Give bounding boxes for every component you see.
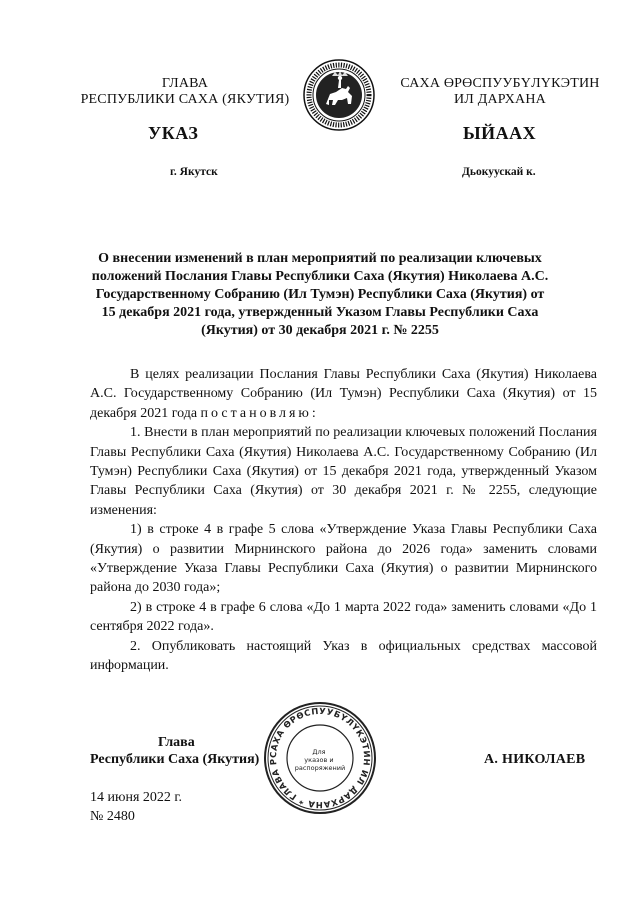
header-left-block — [80, 76, 290, 108]
signature-title-line1: Глава — [158, 735, 195, 750]
official-seal — [262, 700, 378, 816]
decree-date: 14 июня 2022 г. — [90, 790, 183, 805]
decree-title: О внесении изменений в план мероприятий по реализации ключевых положений Послания Главы Республики Саха (Якутия) Николаева А.С. Государственному Собранию (Ил Тумэн) Республики Саха (Якутия) от 15 декабря 2021 года, утвержденный Указом Главы Республики Саха (Якутия) от 30 декабря 2021 г. № 2255 — [91, 251, 549, 338]
body-item-1: 1. Внести в план мероприятий по реализации ключевых положений Послания Главы Республики Саха (Якутия) Николаева А.С. Государственному Собранию (Ил Тумэн) Республики Саха (Якутия) от 15 декабря 2021 года, утвержденный Указом Главы Республики Саха (Якутия) от 30 декабря 2021 г. № 2255, следующие изменения: — [90, 425, 597, 518]
document-type-ru: УКАЗ — [148, 123, 199, 143]
signatory-name: А. НИКОЛАЕВ — [484, 752, 586, 767]
city-sakha: Дьокуускай к. — [462, 166, 536, 178]
decree-number: № 2480 — [90, 809, 135, 824]
seal-ring-text: САХА ӨРӨСПУУБҮЛҮКЭТИН ИЛ ДАРХАНА * ГЛАВА Р — [267, 705, 373, 811]
body-intro-paragraph — [90, 365, 597, 423]
header-right-line1: САХА ӨРӨСПУУБҮЛҮКЭТИН — [400, 76, 600, 91]
city-ru: г. Якутск — [170, 166, 218, 178]
body-item-2: 2. Опубликовать настоящий Указ в официальных средствах массовой информации. — [90, 638, 597, 674]
header-right-block — [390, 76, 610, 108]
seal-center-text: Для указов и распоряжений — [294, 748, 346, 772]
signature-title-line2: Республики Саха (Якутия) — [90, 752, 260, 767]
header-left-line2: РЕСПУБЛИКИ САХА (ЯКУТИЯ) — [80, 92, 290, 107]
decree-body — [90, 365, 597, 676]
header-right-line2: ИЛ ДАРХАНА — [453, 92, 546, 107]
decree-word: постановляю: — [200, 405, 319, 421]
coat-of-arms-icon — [302, 58, 376, 132]
body-item-1-2: 2) в строке 4 в графе 6 слова «До 1 марта 2022 года» заменить словами «До 1 сентября 2022 года». — [90, 599, 597, 635]
seal-stamp-icon — [262, 700, 378, 816]
document-type-sakha: ЫЙААХ — [463, 123, 537, 143]
header-left-line1: ГЛАВА — [161, 76, 209, 91]
body-item-1-1: 1) в строке 4 в графе 5 слова «Утверждение Указа Главы Республики Саха (Якутия) о развитии Мирнинского района до 2026 года» заменить словами «Утверждение Указа Главы Республики Саха (Якутия) о развитии Мирнинского района до 2030 года»; — [90, 522, 597, 596]
body-intro: В целях реализации Послания Главы Республики Саха (Якутия) Николаева А.С. Государственному Собранию (Ил Тумэн) Республики Саха (Якутия) от 15 декабря 2021 года — [90, 367, 597, 421]
coat-of-arms-emblem — [302, 58, 376, 132]
